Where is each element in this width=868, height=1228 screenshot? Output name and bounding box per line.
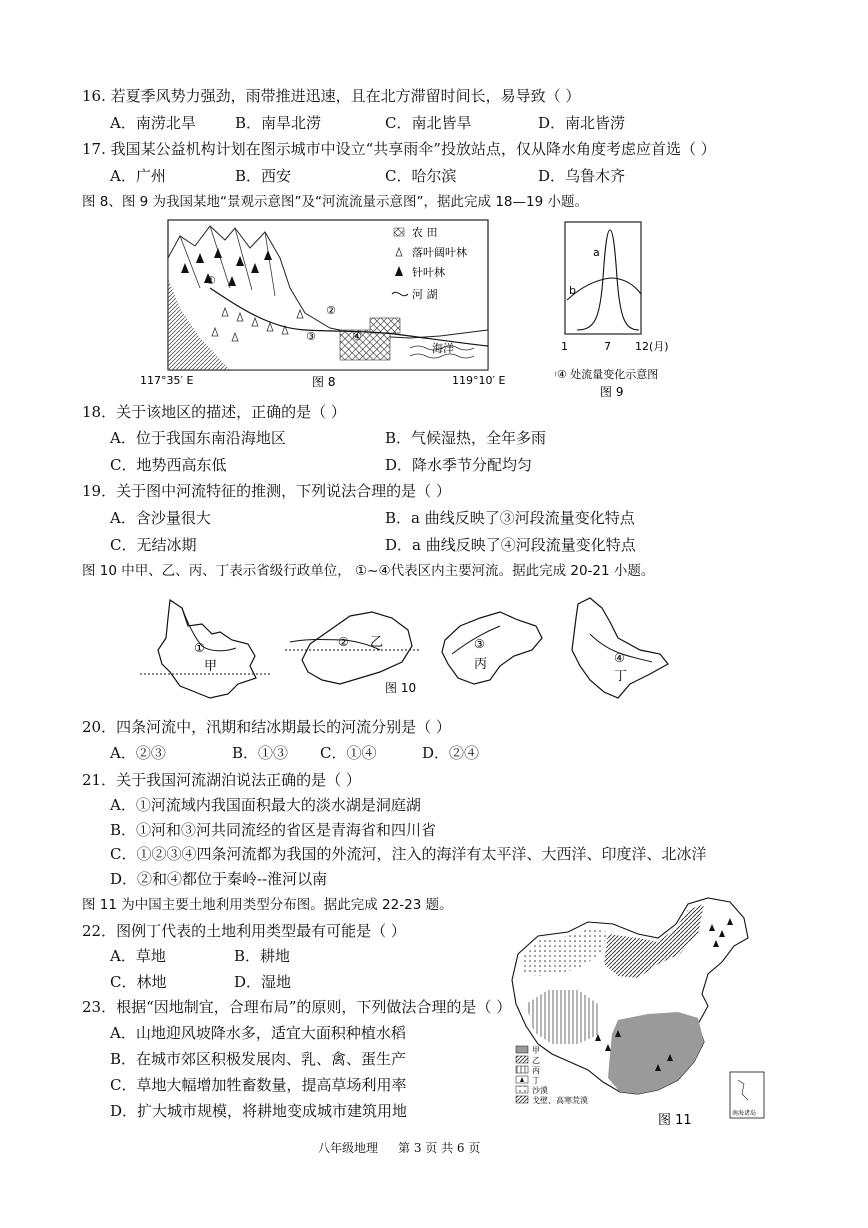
intro-22-23: 图 11 为中国主要土地利用类型分布图。据此完成 22-23 题。	[82, 897, 453, 913]
q20-option-c: C．①④	[320, 744, 377, 762]
question-23-stem: 23．根据“因地制宜，合理布局”的原则，下列做法合理的是（ ）	[82, 998, 512, 1016]
fig11-legend-bing: 丙	[532, 1066, 540, 1075]
q16-option-c: C．南北皆旱	[385, 114, 472, 132]
fig11-legend-yi: 乙	[532, 1056, 540, 1065]
fig9-x-unit: (月)	[649, 340, 669, 353]
fig11-legend-desert: 沙漠	[532, 1086, 548, 1095]
figure-11-china-land-use-map	[508, 894, 766, 1132]
fig11-legend-swatch-jia	[516, 1046, 528, 1053]
q18-option-c: C．地势西高东低	[110, 456, 227, 474]
q19-option-d: D．a 曲线反映了④河段流量变化特点	[385, 536, 636, 554]
fig10-marker-3: ③	[474, 637, 485, 651]
q16-option-b: B．南旱北涝	[235, 114, 322, 132]
q16-option-a: A．南涝北旱	[110, 114, 196, 132]
fig10-province-bing	[442, 612, 542, 684]
conifer-tree-icon	[395, 266, 403, 276]
fig8-legend-farmland: 农 田	[412, 226, 438, 239]
q20-option-d: D．②④	[422, 744, 480, 762]
q21-option-a: A．①河流域内我国面积最大的淡水湖是洞庭湖	[110, 796, 421, 814]
fig11-legend-swatch-desert	[516, 1086, 528, 1093]
farmland-icon	[394, 228, 404, 236]
fig9-curve-b	[567, 278, 641, 300]
q23-option-d: D．扩大城市规模，将耕地变成城市建筑用地	[110, 1102, 408, 1120]
q19-option-a: A．含沙量很大	[110, 509, 211, 527]
fig11-legend-swatch-gobi	[516, 1096, 528, 1103]
fig10-label-yi: 乙	[370, 635, 384, 650]
q18-option-d: D．降水季节分配均匀	[385, 456, 533, 474]
footer-subject: 八年级地理	[318, 1141, 379, 1155]
question-19-stem: 19．关于图中河流特征的推测，下列说法合理的是（ ）	[82, 482, 451, 500]
fig11-legend-swatch-yi	[516, 1056, 528, 1063]
q19-option-c: C．无结冰期	[110, 536, 197, 554]
fig9-subtitle: ③④ 处流量变化示意图	[555, 368, 659, 381]
q20-option-a: A．②③	[110, 744, 166, 762]
q22-option-d: D．湿地	[234, 973, 292, 991]
fig11-legend-gobi: 戈壁、高寒荒漠	[532, 1096, 588, 1105]
fig9-label-a: a	[593, 246, 600, 259]
figure-9-flow-chart	[555, 218, 705, 403]
q17-option-b: B．西安	[235, 167, 292, 185]
fig11-caption: 图 11	[658, 1113, 692, 1128]
question-21-stem: 21．关于我国河流湖泊说法正确的是（ ）	[82, 771, 361, 789]
q18-option-a: A．位于我国东南沿海地区	[110, 429, 286, 447]
question-22-stem: 22．图例丁代表的土地利用类型最有可能是（ ）	[82, 922, 406, 940]
figure-10-province-maps	[140, 594, 700, 706]
fig8-legend-deciduous: 落叶阔叶林	[412, 246, 467, 259]
fig8-marker-1: ①	[206, 274, 216, 287]
q21-option-c: C．①②③④四条河流都为我国的外流河，注入的海洋有太平洋、大西洋、印度洋、北冰洋	[110, 845, 707, 863]
figure-11	[508, 894, 766, 1132]
fig10-marker-1: ①	[194, 641, 205, 655]
footer-page-number: 第 3 页 共 6 页	[398, 1141, 481, 1155]
fig8-lon-right: 119°10′ E	[452, 374, 506, 387]
q21-option-d: D．②和④都位于秦岭--淮河以南	[110, 870, 328, 888]
fig8-legend-conifer: 针叶林	[412, 266, 445, 279]
fig9-label-b: b	[569, 284, 576, 297]
fig10-province-yi	[302, 612, 412, 684]
river-icon	[392, 292, 408, 295]
fig8-marker-4: ④	[352, 330, 362, 343]
q20-option-b: B．①③	[232, 744, 289, 762]
q16-option-d: D．南北皆涝	[538, 114, 626, 132]
fig10-label-ding: 丁	[614, 669, 628, 684]
q17-option-c: C．哈尔滨	[385, 167, 457, 185]
deciduous-tree-icon	[396, 248, 402, 256]
fig11-legend-jia: 甲	[532, 1046, 540, 1055]
fig10-marker-2: ②	[338, 635, 349, 649]
fig10-caption: 图 10	[385, 681, 417, 695]
figure-8-landscape	[140, 218, 520, 388]
q21-option-b: B．①河和③河共同流经的省区是青海省和四川省	[110, 821, 437, 839]
fig9-curve-a	[577, 230, 639, 330]
figure-10	[140, 594, 700, 706]
figure-8	[140, 218, 520, 388]
q19-option-b: B．a 曲线反映了③河段流量变化特点	[385, 509, 635, 527]
fig9-x-tick-12: 12	[635, 340, 649, 353]
fig10-label-bing: 丙	[474, 657, 488, 672]
question-18-stem: 18．关于该地区的描述，正确的是（ ）	[82, 403, 346, 421]
fig10-marker-4: ④	[614, 651, 625, 665]
q17-option-d: D．乌鲁木齐	[538, 167, 626, 185]
q22-option-b: B．耕地	[234, 947, 291, 965]
intro-20-21: 图 10 中甲、乙、丙、丁表示省级行政单位， ①~④代表区内主要河流。据此完成 20-21 小题。	[82, 563, 655, 579]
question-16-stem: 16. 若夏季风势力强劲，雨带推进迅速，且在北方滞留时间长，易导致（ ）	[82, 87, 581, 105]
fig8-caption: 图 8	[312, 375, 336, 388]
fig8-legend-river: 河 湖	[412, 288, 438, 301]
q23-option-c: C．草地大幅增加牲畜数量，提高草场利用率	[110, 1076, 407, 1094]
fig8-marker-3: ③	[306, 330, 316, 343]
fig8-marker-2: ②	[326, 304, 336, 317]
question-17-stem: 17. 我国某公益机构计划在图示城市中设立“共享雨伞”投放站点，仅从降水角度考虑应首选（ ）	[82, 140, 716, 158]
fig8-sea-label: 海洋	[432, 342, 454, 355]
fig9-caption: 图 9	[600, 385, 624, 399]
fig9-x-tick-7: 7	[604, 340, 611, 353]
q23-option-b: B．在城市郊区积极发展肉、乳、禽、蛋生产	[110, 1050, 407, 1068]
q18-option-b: B．气候湿热，全年多雨	[385, 429, 547, 447]
q23-option-a: A．山地迎风坡降水多，适宜大面积种植水稻	[110, 1024, 406, 1042]
fig11-legend-swatch-bing	[516, 1066, 528, 1073]
fig8-lon-left: 117°35′ E	[140, 374, 194, 387]
q22-option-a: A．草地	[110, 947, 166, 965]
fig11-inset-label: 南海诸岛	[732, 1110, 757, 1117]
figure-9	[555, 218, 705, 403]
fig11-legend-ding: 丁	[532, 1076, 540, 1085]
intro-18-19: 图 8、图 9 为我国某地“景观示意图”及“河流流量示意图”，据此完成 18—19 小题。	[82, 194, 588, 210]
fig9-x-tick-1: 1	[561, 340, 568, 353]
fig10-label-jia: 甲	[204, 659, 218, 674]
q17-option-a: A．广州	[110, 167, 166, 185]
q22-option-c: C．林地	[110, 973, 167, 991]
question-20-stem: 20．四条河流中，汛期和结冰期最长的河流分别是（ ）	[82, 718, 451, 736]
